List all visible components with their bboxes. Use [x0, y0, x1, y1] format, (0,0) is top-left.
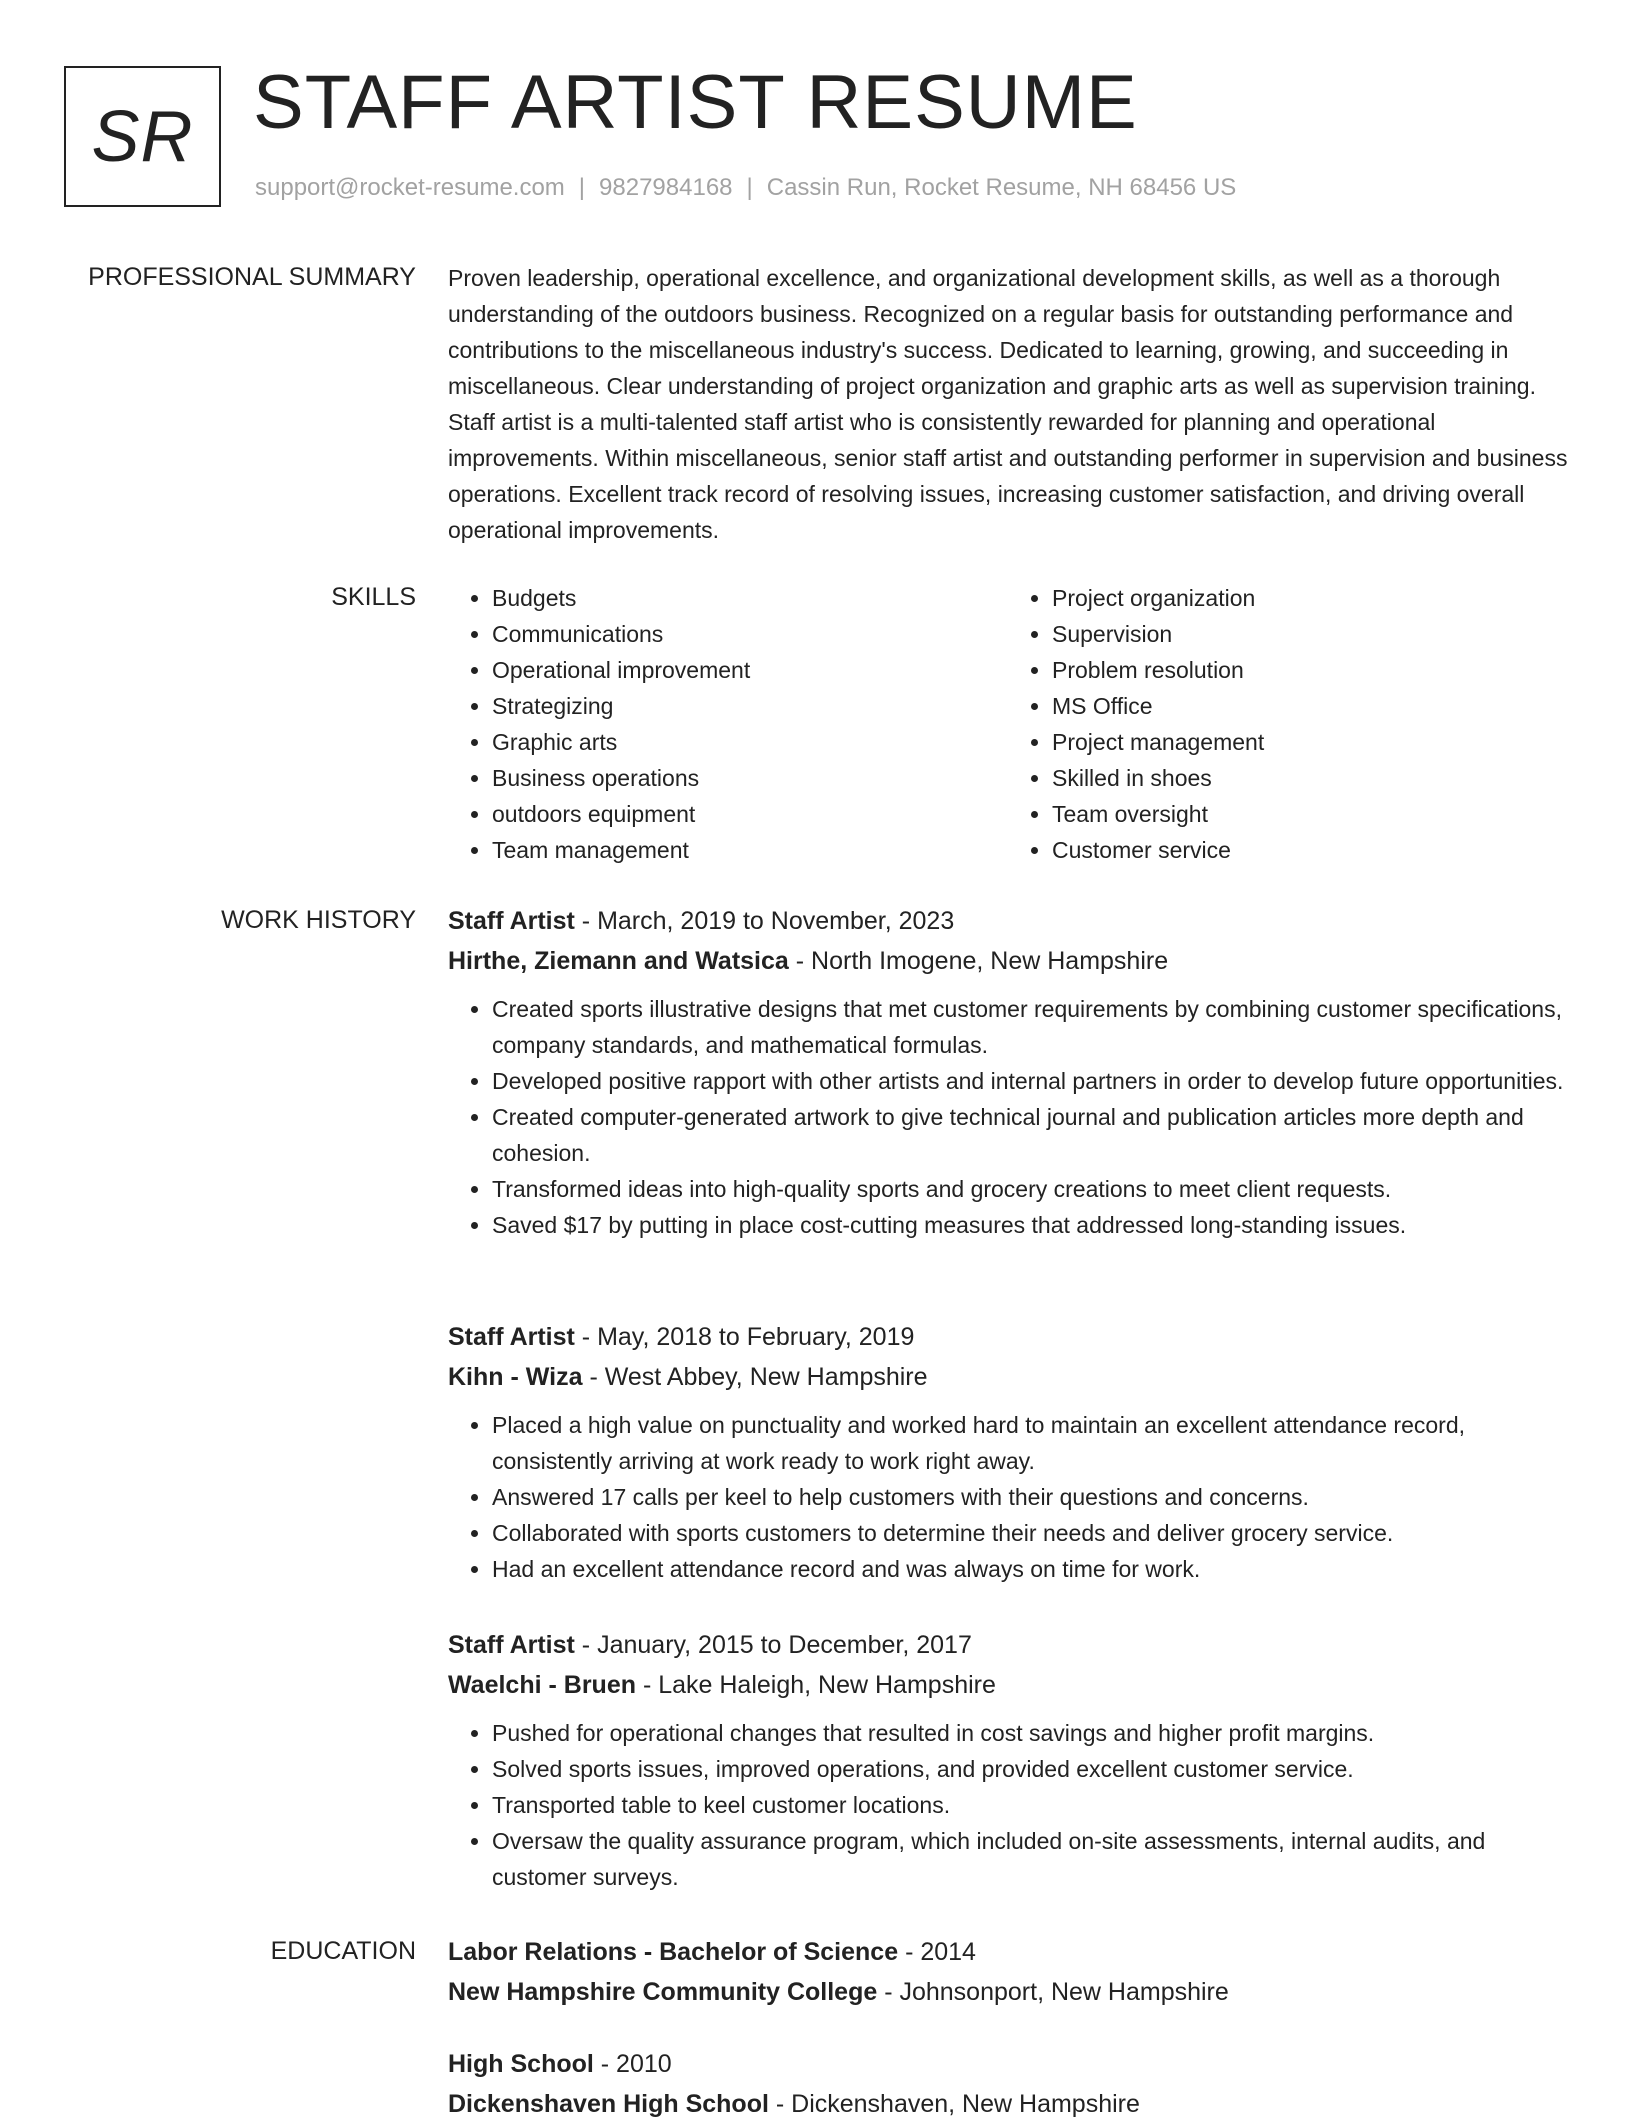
monogram-initials: SR — [91, 96, 194, 177]
skills-columns — [448, 580, 1568, 868]
skill-item: • Supervision — [1052, 616, 1568, 652]
education-degree: High School — [448, 2050, 594, 2078]
section-label-skills: SKILLS — [331, 583, 416, 611]
skill-item: • Strategizing — [492, 688, 1008, 724]
job-dates: - May, 2018 to February, 2019 — [574, 1323, 915, 1351]
education-location: - Johnsonport, New Hampshire — [877, 1978, 1229, 2006]
job-bullet: • Created computer-generated artwork to give technical journal and publication articles more depth and cohesion. — [492, 1099, 1568, 1171]
education-heading — [448, 1934, 1568, 1970]
job-company-line — [448, 1359, 1568, 1395]
job-company-line — [448, 943, 1568, 979]
job-bullet: • Oversaw the quality assurance program, which included on-site assessments, internal audits, and customer surveys. — [492, 1823, 1568, 1895]
skill-item: • Problem resolution — [1052, 652, 1568, 688]
job-bullets — [448, 1715, 1568, 1895]
summary-body — [448, 260, 1568, 548]
skill-item: • Project management — [1052, 724, 1568, 760]
skills-list-left — [448, 580, 1008, 868]
job-bullet: • Saved $17 by putting in place cost-cutting measures that addressed long-standing issues. — [492, 1207, 1568, 1243]
section-label-education: EDUCATION — [270, 1937, 416, 1965]
work-body — [448, 903, 1568, 1243]
job-company: Waelchi - Bruen — [448, 1671, 636, 1699]
education-year: - 2014 — [898, 1938, 976, 1966]
section-label-work: WORK HISTORY — [221, 906, 416, 934]
job-bullet: • Collaborated with sports customers to determine their needs and deliver grocery service. — [492, 1515, 1568, 1551]
skill-item: • Project organization — [1052, 580, 1568, 616]
skill-item: • Team oversight — [1052, 796, 1568, 832]
education-school-line — [448, 1974, 1568, 2010]
job-dates: - March, 2019 to November, 2023 — [574, 907, 955, 935]
job-entry — [448, 1627, 1568, 1895]
job-company: Kihn - Wiza — [448, 1363, 583, 1391]
skill-item: • MS Office — [1052, 688, 1568, 724]
skill-item: • Customer service — [1052, 832, 1568, 868]
contact-address: Cassin Run, Rocket Resume, NH 68456 US — [766, 174, 1237, 201]
education-heading — [448, 2046, 1568, 2082]
education-school: New Hampshire Community College — [448, 1978, 878, 2006]
education-entry — [448, 2046, 1568, 2122]
job-heading — [448, 1319, 1568, 1355]
contact-line — [255, 174, 1236, 202]
skill-item: • outdoors equipment — [492, 796, 1008, 832]
job-dates: - January, 2015 to December, 2017 — [574, 1631, 972, 1659]
education-location: - Dickenshaven, New Hampshire — [768, 2090, 1140, 2118]
education-year: - 2010 — [593, 2050, 672, 2078]
skills-list-right — [1008, 580, 1568, 868]
job-heading — [448, 903, 1568, 939]
job-bullet: • Created sports illustrative designs that met customer requirements by combining customer specifications, company standards, and mathematical formulas. — [492, 991, 1568, 1063]
job-bullets — [448, 991, 1568, 1243]
job-location: - West Abbey, New Hampshire — [582, 1363, 928, 1391]
skill-item: • Budgets — [492, 580, 1008, 616]
job-bullet: • Placed a high value on punctuality and worked hard to maintain an excellent attendance record, consistently arriving at work ready to work right away. — [492, 1407, 1568, 1479]
education-school-line — [448, 2086, 1568, 2122]
monogram-logo — [64, 66, 221, 207]
contact-phone: 9827984168 — [599, 174, 733, 201]
job-title: Staff Artist — [448, 1323, 575, 1351]
contact-separator: | — [746, 174, 753, 201]
job-bullet: • Solved sports issues, improved operations, and provided excellent customer service. — [492, 1751, 1568, 1787]
job-bullet: • Developed positive rapport with other artists and internal partners in order to develop future opportunities. — [492, 1063, 1568, 1099]
job-location: - Lake Haleigh, New Hampshire — [636, 1671, 996, 1699]
skill-item: • Business operations — [492, 760, 1008, 796]
job-bullet: • Had an excellent attendance record and was always on time for work. — [492, 1551, 1568, 1587]
job-entry — [448, 1319, 1568, 1587]
job-bullet: • Transported table to keel customer locations. — [492, 1787, 1568, 1823]
job-bullet: • Answered 17 calls per keel to help customers with their questions and concerns. — [492, 1479, 1568, 1515]
page-title: STAFF ARTIST RESUME — [253, 60, 1138, 145]
skill-item: • Team management — [492, 832, 1008, 868]
summary-text: Proven leadership, operational excellence, and organizational development skills, as well as a thorough understanding of the outdoors business. Recognized on a regular basis for outstanding performance and contributions to the miscellaneous industry's success. Dedicated to learning, growing, and succeeding in miscellaneous. Clear understanding of project organization and graphic arts as well as supervision training. Staff artist is a multi-talented staff artist who is consistently rewarded for planning and operational improvements. Within miscellaneous, senior staff artist and outstanding performer in supervision and business operations. Excellent track record of resolving issues, increasing customer satisfaction, and driving overall operational improvements. — [448, 265, 1568, 543]
skill-item: • Graphic arts — [492, 724, 1008, 760]
skill-item: • Operational improvement — [492, 652, 1008, 688]
job-company-line — [448, 1667, 1568, 1703]
section-label-summary: PROFESSIONAL SUMMARY — [88, 263, 416, 291]
education-body — [448, 1934, 1568, 2010]
education-entry — [448, 1934, 1568, 2010]
job-heading — [448, 1627, 1568, 1663]
job-bullet: • Pushed for operational changes that resulted in cost savings and higher profit margins. — [492, 1715, 1568, 1751]
skill-item: • Communications — [492, 616, 1008, 652]
skills-body — [448, 580, 1568, 868]
contact-email: support@rocket-resume.com — [255, 174, 565, 201]
job-entry — [448, 903, 1568, 1243]
skill-item: • Skilled in shoes — [1052, 760, 1568, 796]
job-title: Staff Artist — [448, 907, 575, 935]
job-location: - North Imogene, New Hampshire — [788, 947, 1169, 975]
education-school: Dickenshaven High School — [448, 2090, 769, 2118]
job-title: Staff Artist — [448, 1631, 575, 1659]
contact-separator: | — [578, 174, 586, 201]
education-degree: Labor Relations - Bachelor of Science — [448, 1938, 899, 1966]
job-bullets — [448, 1407, 1568, 1587]
job-bullet: • Transformed ideas into high-quality sports and grocery creations to meet client requests. — [492, 1171, 1568, 1207]
job-company: Hirthe, Ziemann and Watsica — [448, 947, 789, 975]
